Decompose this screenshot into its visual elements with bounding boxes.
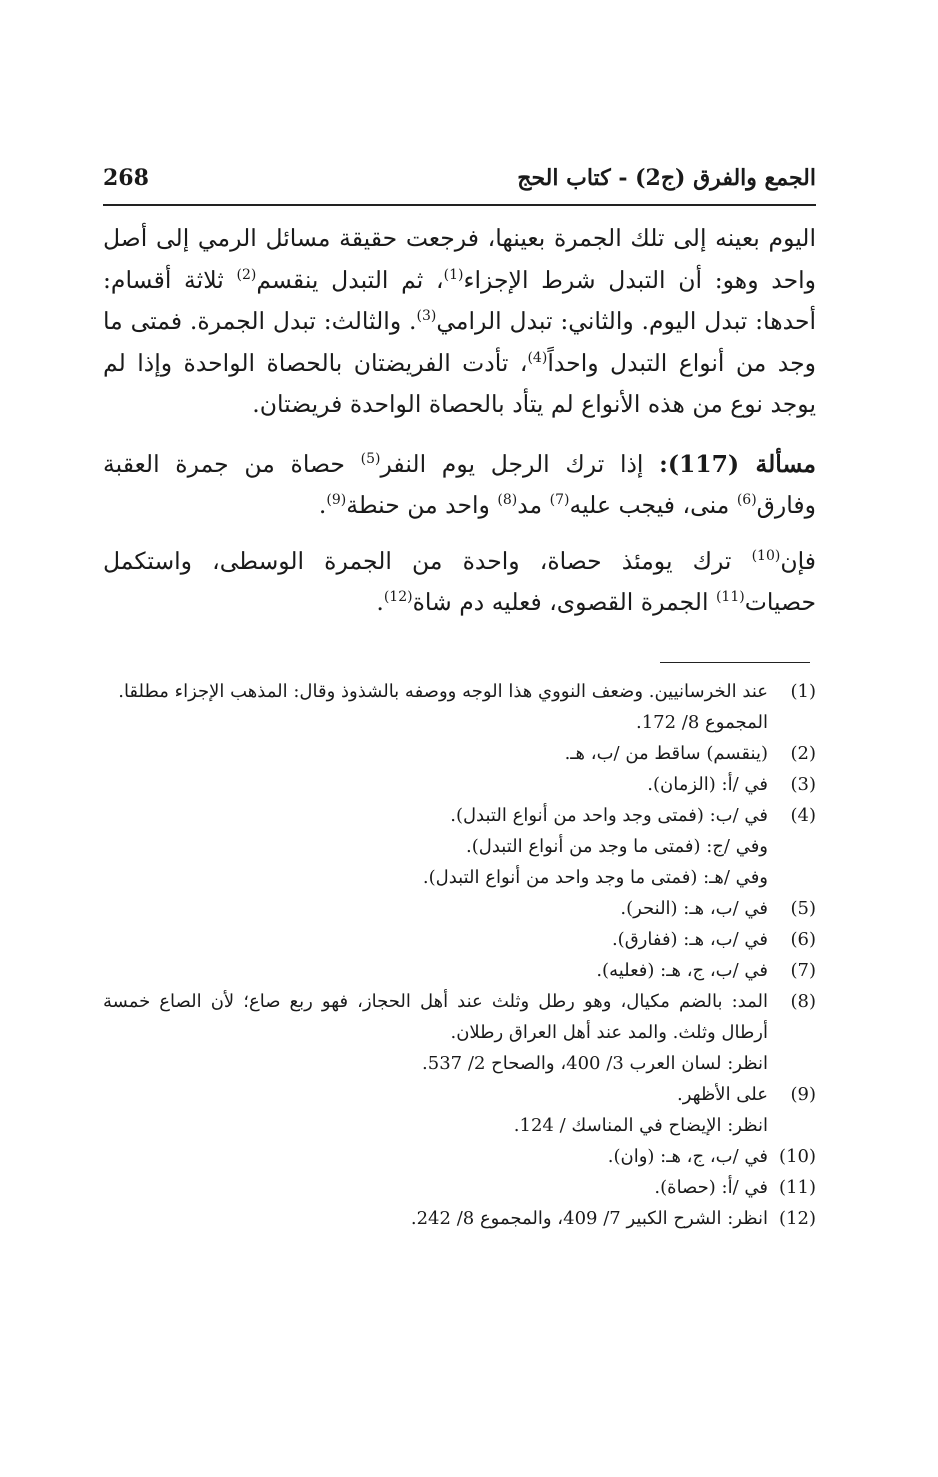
footnotes-section [103,676,816,1234]
footnote-text [103,738,768,769]
footnote-text [103,1203,768,1234]
footnote-text [103,955,768,986]
footnote-number: (10) [779,1146,816,1167]
footnote-number: (6) [790,929,816,950]
footnote-line: (ينقسم) ساقط من /ب، هـ. [564,743,768,764]
footnote-text [103,924,768,955]
footnote-7 [103,955,816,986]
footnote-2 [103,738,816,769]
footnote-number: (8) [790,991,816,1012]
footnote-number: (1) [790,681,816,702]
footnote-12 [103,1203,816,1234]
footnote-line: انظر: لسان العرب 3/ 400، والصحاح 2/ 537. [422,1053,768,1074]
footnote-number: (7) [790,960,816,981]
footnote-number: (5) [790,898,816,919]
footnote-line: في /ب، هـ: (ففارق). [611,929,768,950]
footnote-10 [103,1141,816,1172]
footnote-line: وفي /هـ: (فمتى ما وجد واحد من أنواع التبدل). [422,867,768,888]
footnote-number: (11) [779,1177,816,1198]
footnote-separator [660,662,810,663]
footnote-8 [103,986,816,1079]
text-span: فإن [780,546,816,575]
footnote-line: في /ب، هـ: (النحر). [620,898,768,919]
paragraph-3 [103,541,816,624]
footnote-line: المجموع 8/ 172. [635,712,768,733]
footnote-ref-10: (10) [751,547,781,564]
footnote-ref-12: (12) [383,589,413,606]
running-title: الجمع والفرق (ج2) - كتاب الحج [517,165,816,191]
footnote-number: (9) [790,1084,816,1105]
text-span: حصاة من جمرة العقبة وفارق [103,449,816,519]
footnote-line: المد: بالضم مكيال، وهو رطل وثلث عند أهل الحجاز، فهو ربع صاع؛ لأن الصاع خمسة أرطال وثلث. والمد عند أهل العراق رطلان. [103,991,768,1043]
footnote-ref-6: (6) [736,492,757,509]
footnote-ref-11: (11) [715,589,745,606]
footnote-line: في /أ: (الزمان). [647,774,768,795]
footnote-number: (3) [790,774,816,795]
footnote-text [103,986,768,1079]
text-span: مد [517,491,550,519]
footnote-6 [103,924,816,955]
footnote-text [103,800,768,893]
footnote-line: في /ب: (فمتى وجد واحد من أنواع التبدل). [450,805,768,826]
footnote-line: عند الخرسانيين. وضعف النووي هذا الوجه ووصفه بالشذوذ وقال: المذهب الإجزاء مطلقا. [118,681,768,702]
text-span: إذا ترك الرجل يوم النفر [380,449,660,478]
text-span: ثلاثة أقسام: أحدها: تبدل اليوم. والثاني: تبدل الرامي [103,265,816,335]
text-span: . والثالث: تبدل الجمرة. فمتى ما وجد من أنواع التبدل واحداً [103,307,816,377]
footnote-line: انظر: الشرح الكبير 7/ 409، والمجموع 8/ 242. [410,1208,768,1229]
footnote-line: وفي /ج: (فمتى ما وجد من أنواع التبدل). [466,836,768,857]
footnote-ref-8: (8) [497,492,518,509]
footnote-line: على الأظهر. [677,1084,768,1105]
footnote-line: في /أ: (حصاة). [654,1177,768,1198]
footnote-ref-1: (1) [443,266,464,283]
footnote-3 [103,769,816,800]
footnote-ref-4: (4) [527,349,548,366]
footnote-number: (4) [790,805,816,826]
footnote-text [103,1079,768,1141]
text-span: الجمرة القصوى، فعليه دم شاة [412,588,716,616]
footnote-number: (12) [779,1208,816,1229]
issue-117-paragraph [103,444,816,527]
footnote-text [103,769,768,800]
text-span: . [376,588,384,616]
footnote-11 [103,1172,816,1203]
footnote-1 [103,676,816,738]
text-span: . [318,491,327,519]
footnote-ref-5: (5) [360,450,381,467]
text-span: ، تأدت الفريضتان بالحصاة الواحدة وإذا لم يوجد نوع من هذه الأنواع لم يتأد بالحصاة الواحدة فريضتان. [103,348,816,418]
footnote-ref-2: (2) [236,266,257,283]
footnote-text [103,676,768,738]
footnote-text [103,893,768,924]
text-span: واحد من حنطة [346,491,498,519]
footnote-line: في /ب، ج، هـ: (فعليه). [596,960,768,981]
footnote-ref-3: (3) [416,308,437,325]
footnote-5 [103,893,816,924]
page-number: 268 [103,165,149,191]
text-span: ترك يومئذ حصاة، واحدة من الجمرة الوسطى، واستكمل حصيات [103,546,816,616]
running-header [103,160,816,196]
text-span: منى، فيجب عليه [569,491,737,519]
footnote-4 [103,800,816,893]
footnote-line: انظر: الإيضاح في المناسك / 124. [513,1115,768,1136]
footnote-ref-7: (7) [549,492,570,509]
footnote-9 [103,1079,816,1141]
header-rule [103,204,816,206]
paragraph-1 [103,218,816,426]
footnote-text [103,1172,768,1203]
footnote-line: في /ب، ج، هـ: (وان). [607,1146,768,1167]
issue-label: مسألة (117): [659,449,817,478]
text-span: ، ثم التبدل ينقسم [256,265,444,294]
text-span: اليوم بعينه إلى تلك الجمرة بعينها، فرجعت حقيقة مسائل الرمي إلى أصل واحد وهو: أن التبدل شرط الإجزاء [103,224,816,294]
main-text [103,218,816,624]
footnote-number: (2) [790,743,816,764]
footnote-text [103,1141,768,1172]
footnote-ref-9: (9) [326,492,347,509]
